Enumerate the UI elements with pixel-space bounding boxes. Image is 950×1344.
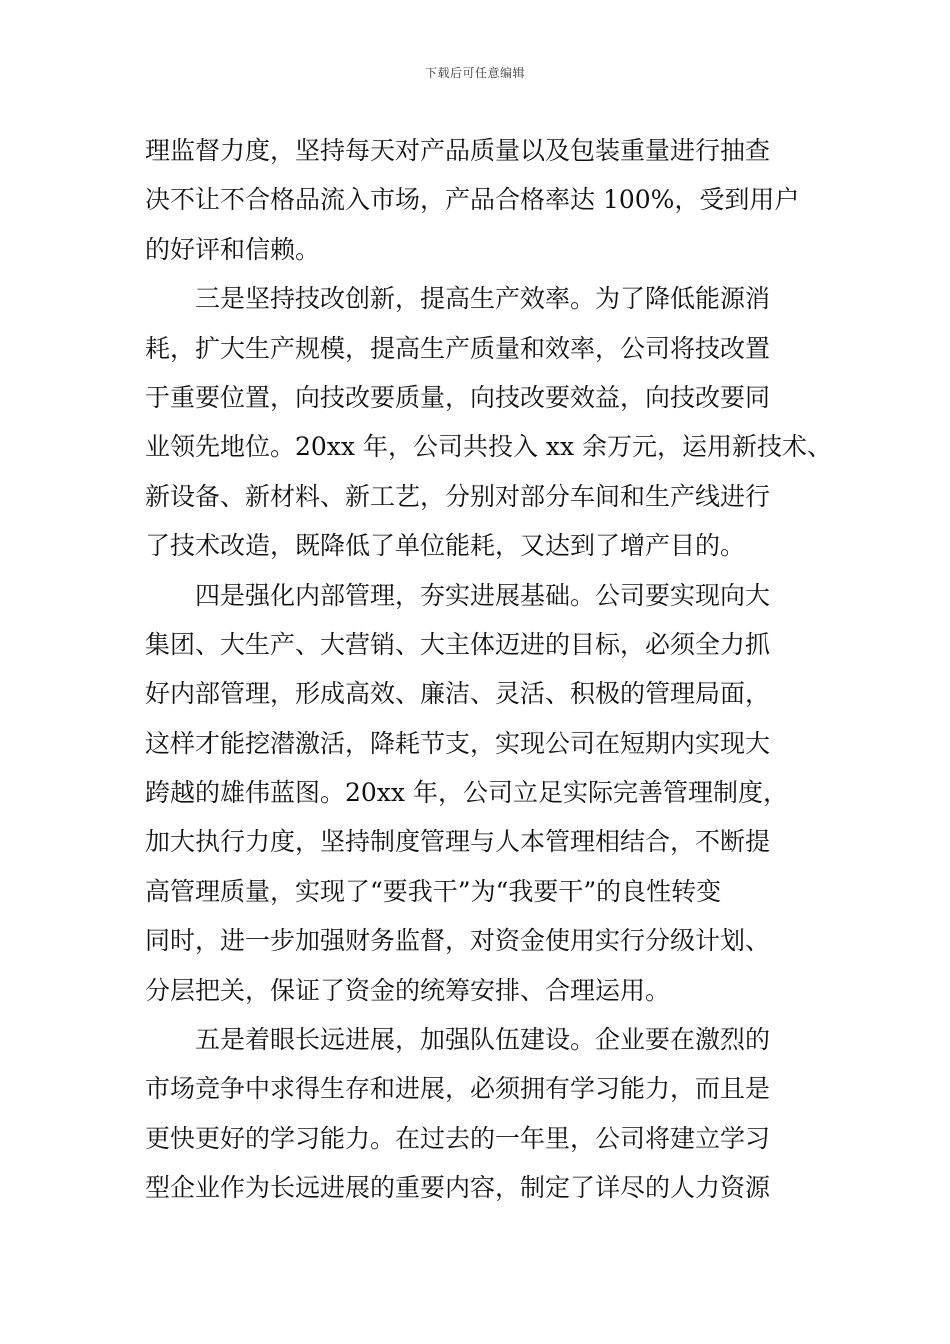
text-line: 跨越的雄伟蓝图。20xx 年，公司立足实际完善管理制度， [145, 778, 788, 808]
text-line: 五是着眼长远进展，加强队伍建设。企业要在激烈的 [145, 1025, 771, 1055]
text-line: 业领先地位。20xx 年，公司共投入 xx 余万元，运用新技术、 [145, 432, 833, 462]
text-line: 更快更好的学习能力。在过去的一年里，公司将建立学习 [145, 1123, 771, 1153]
text-line: 了技术改造，既降低了单位能耗，又达到了增产目的。 [145, 531, 746, 561]
text-line: 好内部管理，形成高效、廉洁、灵活、积极的管理局面， [145, 679, 771, 709]
text-line: 同时，进一步加强财务监督，对资金使用实行分级计划、 [145, 926, 771, 956]
page-header: 下载后可任意编辑 [424, 66, 525, 80]
text-line: 的好评和信赖。 [145, 234, 321, 264]
text-line: 这样才能挖潜激活，降耗节支，实现公司在短期内实现大 [145, 728, 771, 758]
text-line: 高管理质量，实现了“要我干”为“我要干”的良性转变 [145, 876, 722, 906]
text-line: 新设备、新材料、新工艺，分别对部分车间和生产线进行 [145, 481, 771, 511]
text-line: 耗，扩大生产规模，提高生产质量和效率，公司将技改置 [145, 333, 771, 363]
text-line: 分层把关，保证了资金的统筹安排、合理运用。 [145, 975, 671, 1005]
text-line: 加大执行力度，坚持制度管理与人本管理相结合，不断提 [145, 827, 771, 857]
text-line: 市场竞争中求得生存和进展，必须拥有学习能力，而且是 [145, 1074, 771, 1104]
text-line: 集团、大生产、大营销、大主体迈进的目标，必须全力抓 [145, 629, 771, 659]
text-line: 四是强化内部管理，夯实进展基础。公司要实现向大 [145, 580, 771, 610]
text-line: 于重要位置，向技改要质量，向技改要效益，向技改要同 [145, 382, 771, 412]
text-line: 三是坚持技改创新，提高生产效率。为了降低能源消 [145, 284, 771, 314]
body-text [145, 126, 833, 1213]
text-line: 型企业作为长远进展的重要内容，制定了详尽的人力资源 [145, 1173, 771, 1203]
text-line: 决不让不合格品流入市场，产品合格率达 100%，受到用户 [145, 185, 800, 215]
text-line: 理监督力度，坚持每天对产品质量以及包装重量进行抽查 [145, 136, 771, 165]
